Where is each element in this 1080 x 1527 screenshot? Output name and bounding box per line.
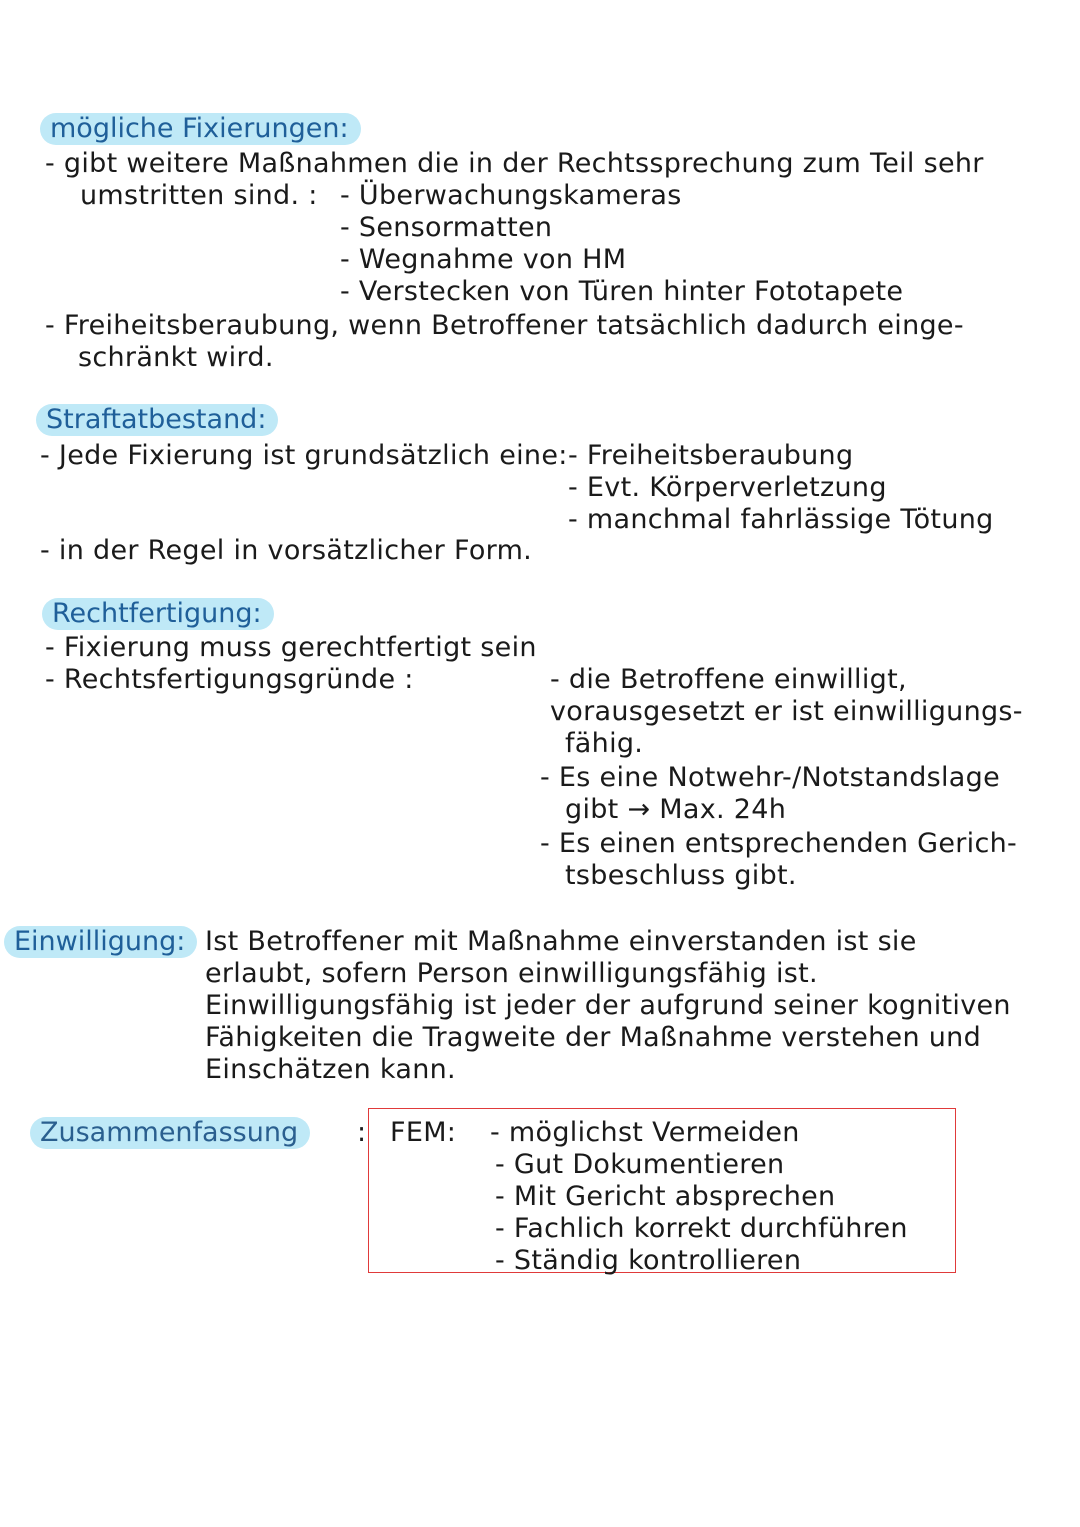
list-item: - Freiheitsberaubung	[568, 440, 854, 471]
heading-zusammenfassung: Zusammenfassung	[30, 1117, 310, 1149]
text-line: - in der Regel in vorsätzlicher Form.	[40, 535, 533, 566]
list-item: - Sensormatten	[340, 212, 553, 243]
heading-rechtfertigung: Rechtfertigung:	[42, 598, 274, 630]
list-item: - möglichst Vermeiden	[490, 1117, 800, 1148]
list-item: - Mit Gericht absprechen	[495, 1181, 836, 1212]
list-item: - Wegnahme von HM	[340, 244, 627, 275]
list-item: - die Betroffene einwilligt,	[550, 664, 907, 695]
list-item: - manchmal fahrlässige Tötung	[568, 504, 994, 535]
text-line: Einschätzen kann.	[205, 1054, 456, 1085]
list-item: - Verstecken von Türen hinter Fototapete	[340, 276, 904, 307]
list-item: - Es einen entsprechenden Gerich-	[540, 828, 1018, 859]
heading-fixierungen: mögliche Fixierungen:	[40, 113, 361, 145]
text-line: Ist Betroffener mit Maßnahme einverstanden ist sie	[205, 926, 917, 957]
text-line: umstritten sind. :	[80, 180, 318, 211]
heading-einwilligung: Einwilligung:	[4, 926, 197, 958]
text-line: Einwilligungsfähig ist jeder der aufgrund seiner kognitiven	[205, 990, 1011, 1021]
text-line: - Fixierung muss gerechtfertigt sein	[45, 632, 537, 663]
list-item: - Es eine Notwehr-/Notstandslage	[540, 762, 1000, 793]
list-item: - Überwachungskameras	[340, 180, 682, 211]
heading-straftatbestand: Straftatbestand:	[36, 404, 278, 436]
list-item: - Fachlich korrekt durchführen	[495, 1213, 908, 1244]
text-line: Fähigkeiten die Tragweite der Maßnahme verstehen und	[205, 1022, 982, 1053]
list-item: tsbeschluss gibt.	[565, 860, 797, 891]
text-line: - Jede Fixierung ist grundsätzlich eine:	[40, 440, 568, 471]
list-item: gibt → Max. 24h	[565, 794, 787, 825]
colon: :	[357, 1117, 367, 1148]
text-line: - Rechtsfertigungsgründe :	[45, 664, 414, 695]
list-item: fähig.	[565, 728, 644, 759]
summary-label: FEM:	[390, 1117, 457, 1148]
text-line: schränkt wird.	[78, 342, 274, 373]
text-line: - gibt weitere Maßnahmen die in der Rechtssprechung zum Teil sehr	[45, 148, 984, 179]
list-item: vorausgesetzt er ist einwilligungs-	[550, 696, 1023, 727]
list-item: - Evt. Körperverletzung	[568, 472, 887, 503]
text-line: - Freiheitsberaubung, wenn Betroffener tatsächlich dadurch einge-	[45, 310, 964, 341]
text-line: erlaubt, sofern Person einwilligungsfähig ist.	[205, 958, 818, 989]
list-item: - Ständig kontrollieren	[495, 1245, 802, 1276]
list-item: - Gut Dokumentieren	[495, 1149, 785, 1180]
